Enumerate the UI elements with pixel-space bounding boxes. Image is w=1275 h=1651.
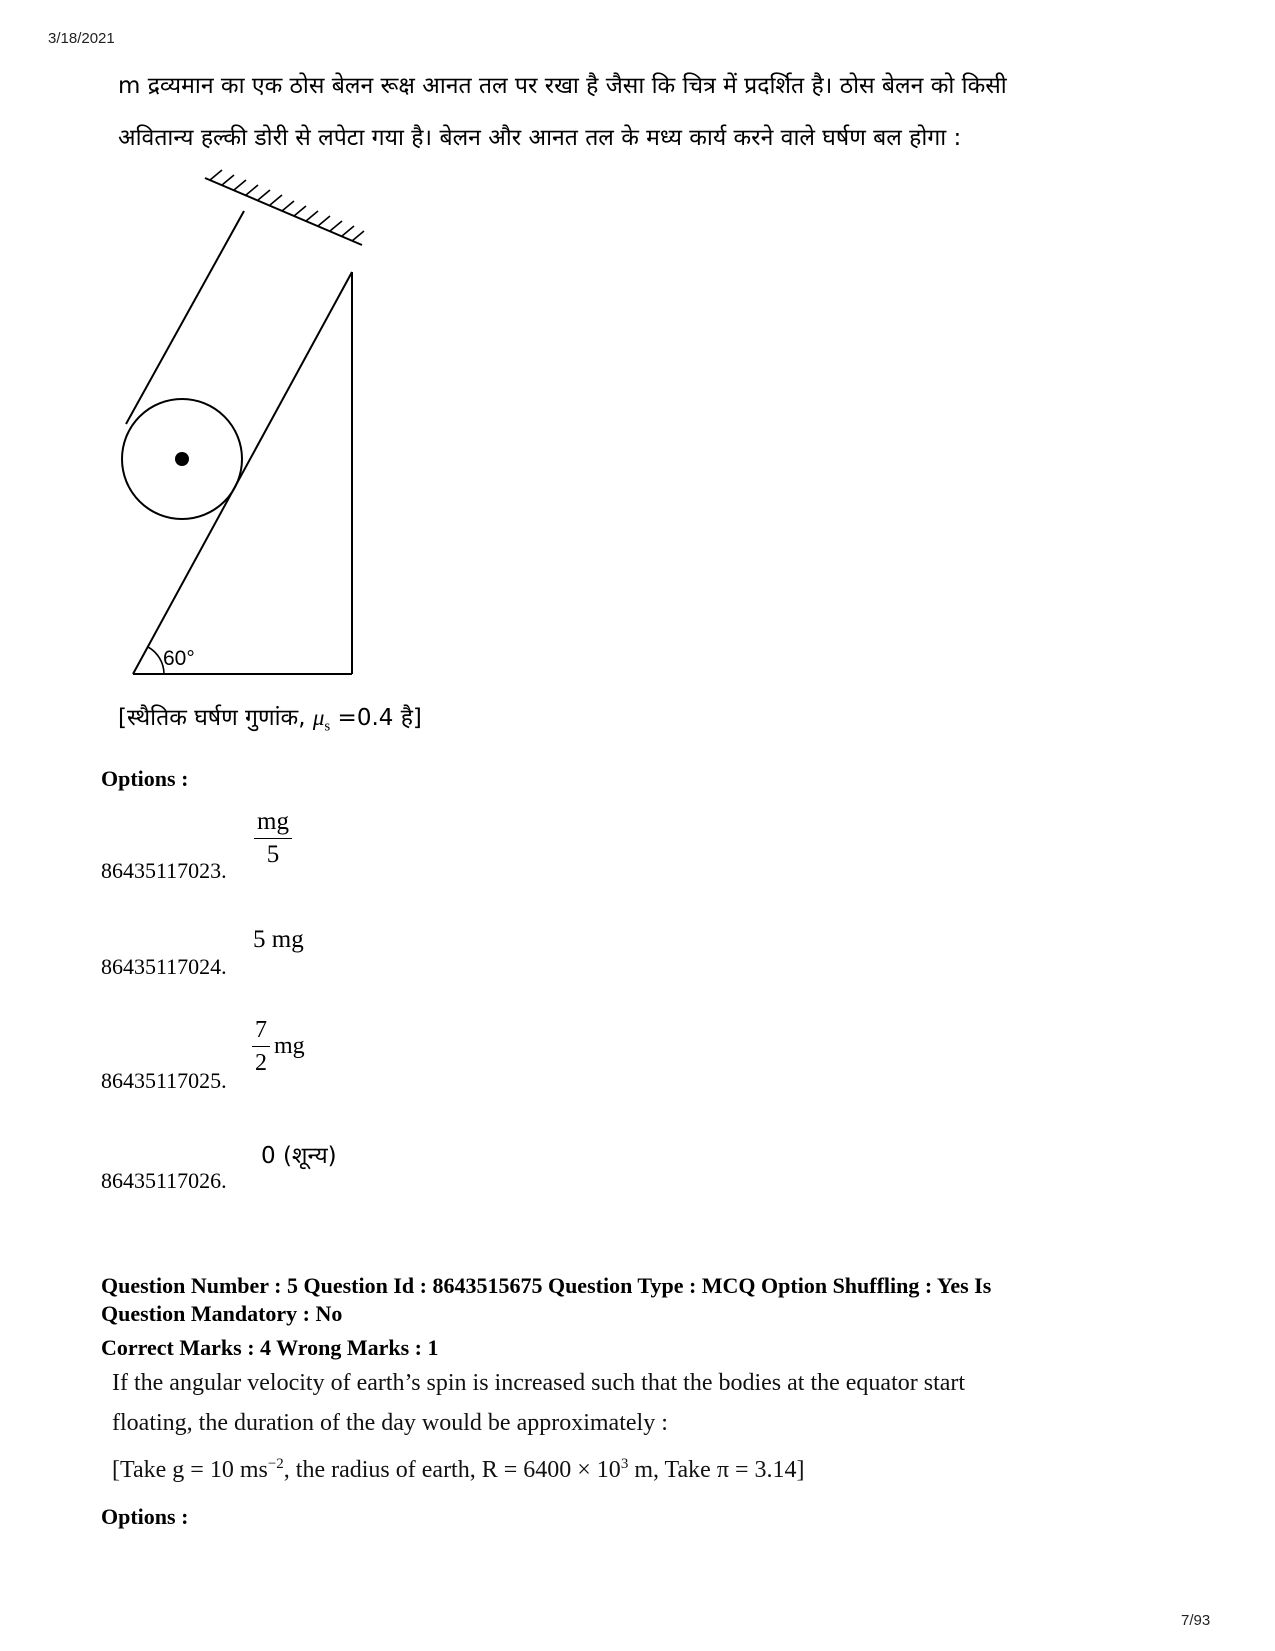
fraction: [254, 806, 292, 871]
question-5-line-2: floating, the duration of the day would be approximately :: [112, 1410, 668, 1436]
string-line: [126, 211, 244, 424]
mu-symbol: μ: [312, 705, 325, 730]
fraction-numerator: 7: [252, 1014, 270, 1047]
option-id: 86435117023.: [101, 858, 227, 883]
print-date: 3/18/2021: [48, 30, 115, 47]
fraction-suffix: mg: [274, 1033, 305, 1059]
angle-label: 60°: [163, 647, 195, 670]
given-exponent-2: 3: [620, 1456, 629, 1472]
given-part-2: , the radius of earth, R = 6400 × 10: [283, 1457, 621, 1483]
question-4-line-2: अवितान्य हल्की डोरी से लपेटा गया है। बेलन और आनत तल के मध्य कार्य करने वाले घर्षण बल होगा :: [118, 125, 962, 151]
mu-subscript: s: [324, 718, 331, 735]
coefficient-value: =0.4 है]: [330, 705, 422, 731]
coefficient-prefix: [स्थैतिक घर्षण गुणांक,: [118, 705, 313, 731]
question-5-given: [112, 1456, 804, 1484]
question-4-line-1: m द्रव्यमान का एक ठोस बेलन रूक्ष आनत तल पर रखा है जैसा कि चित्र में प्रदर्शित है। ठोस बेलन को किसी: [118, 73, 1007, 99]
option-2-value[interactable]: 5 mg: [253, 926, 304, 953]
friction-coefficient-note: [118, 700, 422, 736]
option-1-value[interactable]: [254, 806, 292, 871]
question-5-meta-line-2: Question Mandatory : No: [101, 1301, 343, 1326]
given-part-1: [Take g = 10 ms: [112, 1457, 268, 1483]
fraction-denominator: 2: [255, 1050, 267, 1076]
cylinder-center-dot: [175, 452, 189, 466]
question-5-meta-line-1: Question Number : 5 Question Id : 8643515675 Question Type : MCQ Option Shuffling : Yes Is: [101, 1273, 992, 1298]
option-id: 86435117025.: [101, 1068, 227, 1093]
option-4-value[interactable]: 0 (शून्य): [261, 1143, 337, 1169]
given-part-3: m, Take π = 3.14]: [628, 1457, 805, 1483]
question-5-line-1: If the angular velocity of earth’s spin is increased such that the bodies at the equator start: [112, 1370, 966, 1396]
options-label-q4: Options :: [101, 766, 189, 791]
ceiling-line: [205, 178, 362, 245]
fraction-numerator: mg: [254, 806, 292, 839]
incline-surface: [133, 272, 352, 674]
options-label-q5: Options :: [101, 1504, 189, 1529]
given-exponent-1: −2: [267, 1456, 284, 1472]
fraction-denominator: 5: [266, 841, 280, 868]
page-number: 7/93: [1181, 1612, 1211, 1629]
option-id: 86435117026.: [101, 1168, 227, 1193]
question-5-text: [112, 1363, 1192, 1443]
fraction: [252, 1014, 270, 1079]
angle-arc: [148, 647, 164, 674]
option-3-value[interactable]: [252, 1014, 305, 1079]
question-5-marks: Correct Marks : 4 Wrong Marks : 1: [101, 1335, 439, 1360]
question-5-meta: [101, 1272, 1181, 1328]
option-id: 86435117024.: [101, 954, 227, 979]
